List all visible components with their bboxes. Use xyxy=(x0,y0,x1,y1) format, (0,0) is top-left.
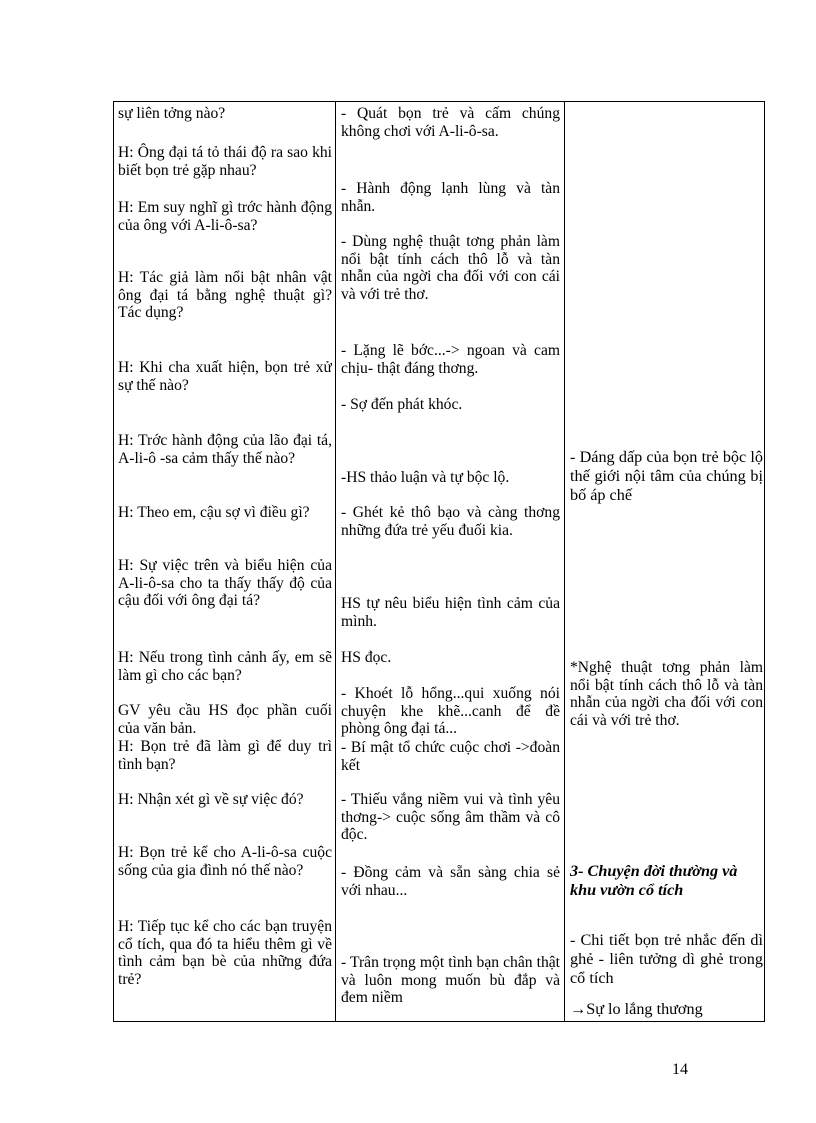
notes-column xyxy=(570,102,763,1021)
answer-text: - Hành động lạnh lùng và tàn nhẫn. xyxy=(341,180,560,215)
note-text: *Nghệ thuật tơng phản làm nổi bật tính cách thô lỗ và tàn nhẫn của ngời cha đối với con cái và với trẻ thơ. xyxy=(570,659,763,729)
lesson-table xyxy=(113,101,765,1022)
page-number: 14 xyxy=(672,1061,688,1078)
answer-text: - Thiếu vắng niềm vui và tình yêu thơng-> cuộc sống âm thầm và cô độc. xyxy=(341,791,560,843)
answer-text: - Lặng lẽ bớc...-> ngoan và cam chịu- thật đáng thơng. xyxy=(341,342,560,377)
answer-text: -HS thảo luận và tự bộc lộ. xyxy=(341,469,510,486)
question-text: H: Bọn trẻ kể cho A-li-ô-sa cuộc sống của gia đình nó thế nào? xyxy=(118,844,332,879)
question-text: H: Tác giả làm nổi bật nhân vật ông đại tá bằng nghệ thuật gì? Tác dụng? xyxy=(118,269,332,321)
column-divider xyxy=(335,102,336,1021)
answers-column xyxy=(341,102,560,1021)
column-divider xyxy=(564,102,565,1021)
answer-text: - Bí mật tổ chức cuộc chơi ->đoàn kết xyxy=(341,739,560,774)
question-text: H: Bọn trẻ đã làm gì để duy trì tình bạn? xyxy=(118,738,332,773)
question-text: GV yêu cầu HS đọc phần cuối của văn bản. xyxy=(118,702,332,737)
answer-text: - Dùng nghệ thuật tơng phản làm nổi bật tính cách thô lỗ và tàn nhẫn của ngời cha đối với con cái và với trẻ thơ. xyxy=(341,233,560,303)
answer-text: - Sợ đến phát khóc. xyxy=(341,396,463,413)
answer-text: - Trân trọng một tình bạn chân thật và luôn mong muốn bù đắp và đem niềm xyxy=(341,954,560,1006)
note-text: →Sự lo lắng thương xyxy=(570,1000,703,1018)
questions-column xyxy=(118,102,332,1021)
note-text: - Chi tiết bọn trẻ nhắc đến dì ghẻ - liên tưởng dì ghẻ trong cổ tích xyxy=(570,931,763,987)
question-text: H: Em suy nghĩ gì trớc hành động của ông với A-li-ô-sa? xyxy=(118,199,332,234)
question-text: H: Theo em, cậu sợ vì điều gì? xyxy=(118,504,310,521)
question-text: H: Sự việc trên và biểu hiện của A-li-ô-sa cho ta thấy thấy độ của cậu đối với ông đại tá? xyxy=(118,557,332,609)
question-text: H: Trớc hành động của lão đại tá, A-li-ô -sa cảm thấy thế nào? xyxy=(118,432,332,467)
question-text: H: Khi cha xuất hiện, bọn trẻ xử sự thế nào? xyxy=(118,359,332,394)
question-text: H: Ông đại tá tỏ thái độ ra sao khi biết bọn trẻ gặp nhau? xyxy=(118,144,332,179)
answer-text: HS tự nêu biểu hiện tình cảm của mình. xyxy=(341,595,560,630)
answer-text: - Ghét kẻ thô bạo và càng thơng những đứa trẻ yếu đuối kia. xyxy=(341,504,560,539)
question-text: H: Nhận xét gì về sự việc đó? xyxy=(118,791,304,808)
note-text: - Dáng dấp của bọn trẻ bộc lộ thế giới nội tâm của chúng bị bố áp chế xyxy=(570,448,763,504)
section-heading: 3- Chuyện đời thường và khu vườn cổ tích xyxy=(570,862,738,899)
question-text: sự liên tởng nào? xyxy=(118,105,226,122)
answer-text: - Đồng cảm và sẵn sàng chia sẻ với nhau... xyxy=(341,864,560,899)
answer-text: - Quát bọn trẻ và cấm chúng không chơi với A-li-ô-sa. xyxy=(341,105,560,140)
answer-text: - Khoét lỗ hổng...qui xuống nói chuyện khe khẽ...canh để đề phòng ông đại tá... xyxy=(341,685,560,737)
question-text: H: Tiếp tục kể cho các bạn truyện cổ tích, qua đó ta hiểu thêm gì về tình cảm bạn bè của những đứa trẻ? xyxy=(118,918,332,988)
question-text: H: Nếu trong tình cảnh ấy, em sẽ làm gì cho các bạn? xyxy=(118,649,332,684)
answer-text: HS đọc. xyxy=(341,649,392,666)
